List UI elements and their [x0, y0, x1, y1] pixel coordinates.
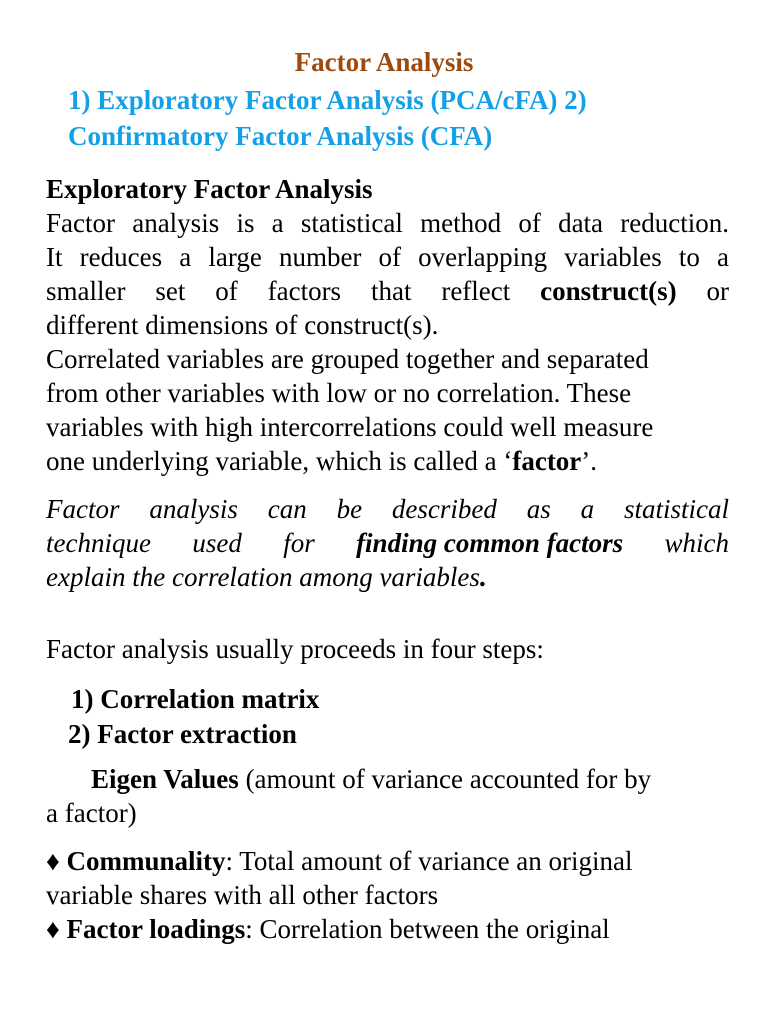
term-communality: Communality — [66, 846, 226, 876]
word: smaller — [46, 276, 126, 306]
word: technique — [46, 528, 151, 558]
subtitle-line-1: 1) Exploratory Factor Analysis (PCA/cFA) 2) — [68, 85, 587, 115]
word: of — [215, 276, 238, 306]
paragraph-line — [46, 492, 729, 526]
paragraph-line: variables with high intercorrelations could well measure — [46, 412, 654, 442]
word: can — [267, 494, 307, 524]
paragraph-line: Factor analysis is a statistical method of data reduction. — [46, 208, 729, 238]
paragraph-line: different dimensions of construct(s). — [46, 310, 439, 340]
line-text: one underlying variable, which is called a ‘ — [46, 446, 513, 476]
bold-period: . — [479, 562, 487, 592]
word: statistical — [623, 494, 729, 524]
term-factor-loadings: Factor loadings — [66, 914, 246, 944]
word: analysis — [149, 494, 238, 524]
paragraph-line: variable shares with all other factors — [46, 880, 439, 910]
paragraph-definition — [46, 206, 729, 342]
factor-loadings-bullet — [46, 912, 729, 946]
word: be — [336, 494, 363, 524]
word: or — [706, 276, 729, 306]
subtitle — [68, 82, 708, 154]
paragraph-line — [46, 560, 729, 594]
step-correlation-matrix: 1) Correlation matrix — [71, 684, 320, 714]
steps-intro: Factor analysis usually proceeds in four steps: — [46, 634, 544, 664]
word: reflect — [441, 276, 511, 306]
line-text: ’. — [581, 446, 598, 476]
bold-term: construct(s) — [540, 276, 677, 306]
word: used — [192, 528, 242, 558]
diamond-bullet-icon: ♦ — [46, 846, 60, 876]
communality-bullet — [46, 844, 729, 912]
paragraph-line: a factor) — [46, 798, 137, 828]
line-text: : Correlation between the original — [245, 914, 610, 944]
line-text: : Total amount of variance an original — [225, 846, 633, 876]
word: a — [580, 494, 595, 524]
paragraph-line: Correlated variables are grouped together and separated — [46, 344, 649, 374]
paragraph-line — [46, 844, 729, 878]
diamond-bullet-icon: ♦ — [46, 914, 60, 944]
paragraph-line — [46, 274, 729, 308]
word: Factor — [46, 494, 120, 524]
paragraph-line — [46, 526, 729, 560]
paragraph-correlation — [46, 342, 729, 478]
line-text: explain the correlation among variables — [46, 562, 480, 592]
word: for — [283, 528, 315, 558]
word: factors — [267, 276, 342, 306]
word: as — [526, 494, 551, 524]
word: described — [391, 494, 497, 524]
eigen-values-note — [46, 762, 729, 830]
bold-term: finding common factors — [356, 528, 624, 558]
section-heading: Exploratory Factor Analysis — [46, 174, 373, 204]
paragraph-line — [46, 912, 729, 946]
paragraph-line: It reduces a large number of overlapping variables to a — [46, 242, 729, 272]
paragraph-line — [46, 762, 729, 796]
paragraph-line: from other variables with low or no correlation. These — [46, 378, 632, 408]
word: that — [370, 276, 412, 306]
word: set — [155, 276, 186, 306]
paragraph-description — [46, 492, 729, 594]
word: which — [664, 528, 729, 558]
line-text: (amount of variance accounted for by — [238, 764, 652, 794]
paragraph-line — [46, 444, 729, 478]
term-eigen-values: Eigen Values — [91, 764, 239, 794]
page-title: Factor Analysis — [294, 47, 474, 77]
bold-term: factor — [512, 446, 582, 476]
step-factor-extraction: 2) Factor extraction — [68, 719, 297, 749]
subtitle-line-2: Confirmatory Factor Analysis (CFA) — [68, 121, 493, 151]
